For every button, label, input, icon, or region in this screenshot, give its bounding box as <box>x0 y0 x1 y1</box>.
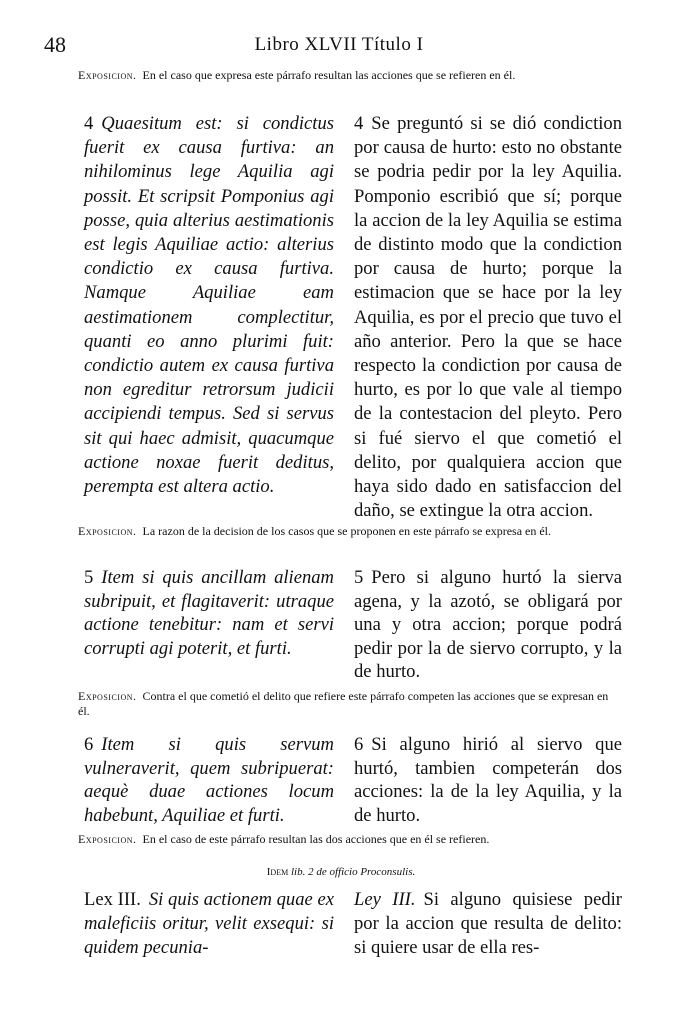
spanish-column-sec4 <box>354 112 622 523</box>
exposicion-label: Exposicion. <box>78 689 137 703</box>
spanish-text: Si alguno quisiese pedir por la accion que resulta de delito: si quiere usar de ella res- <box>354 889 622 959</box>
source-work: lib. 2 de officio Proconsulis. <box>290 866 416 878</box>
spanish-text: Pero si alguno hurtó la sierva agena, y la azotó, se obligará por una y otra accion; porque podrá pedir por la de siervo corrupto, y la de hurto. <box>354 567 622 682</box>
spanish-text: Se preguntó si se dió condiction por causa de hurto: esto no obstante se podria pedir por la ley Aquilia. Pomponio escribió que sí; porque la accion de la ley Aquilia se estima de distinto modo que la condiction por causa de hurto; porque la estimacion que se hace por la ley Aquilia, es por el precio que tuvo el año anterior. Pero la que se hace respecto la condiction por causa de hurto, es por lo que vale al tiempo de la contestacion del pleyto. Pero si fué siervo el que cometió el delito, por qualquiera accion que haya sido dado en satisfaccion del daño, se extingue la otra accion. <box>354 113 622 522</box>
latin-text: Si quis actionem quae ex maleficiis oritur, velit exsequi: si quidem pecunia- <box>84 889 335 959</box>
section-number: 4 <box>84 113 94 134</box>
exposicion-label: Exposicion. <box>78 68 137 82</box>
spanish-column-sec5 <box>354 566 622 684</box>
spanish-column-lex3 <box>354 888 622 961</box>
page-number: 48 <box>44 32 66 57</box>
exposicion-note <box>78 68 618 83</box>
source-author: Idem <box>266 866 289 878</box>
exposicion-label: Exposicion. <box>78 524 137 538</box>
exposicion-text: En el caso de este párrafo resultan las dos acciones que en él se refieren. <box>142 832 490 846</box>
spanish-column-sec6 <box>354 733 622 827</box>
latin-column-lex3 <box>84 888 334 961</box>
section-number: 5 <box>84 567 94 588</box>
exposicion-text: Contra el que cometió el delito que refiere este párrafo competen las acciones que se expresan en él. <box>78 689 609 718</box>
section-number: 6 <box>84 734 94 755</box>
exposicion-text: La razon de la decision de los casos que se proponen en este párrafo se expresa en él. <box>142 524 552 538</box>
source-citation <box>0 866 682 878</box>
running-title: Libro XLVII Título I <box>254 34 424 55</box>
exposicion-label: Exposicion. <box>78 832 137 846</box>
law-label: Lex III. <box>84 889 141 910</box>
exposicion-note <box>78 689 618 719</box>
latin-column-sec4 <box>84 112 334 499</box>
exposicion-note <box>78 832 618 847</box>
section-number: 4 <box>354 113 364 134</box>
latin-text: Item si quis servum vulneraverit, quem subripuerat: aequè duae actiones locum habebunt, Aquiliae et furti. <box>84 734 334 826</box>
latin-text: Item si quis ancillam alienam subripuit, et flagitaverit: utraque actione tenebitur: nam et servi corrupti agi poterit, et furti. <box>84 567 334 659</box>
latin-column-sec6 <box>84 733 334 827</box>
exposicion-note <box>78 524 618 539</box>
section-number: 5 <box>354 567 364 588</box>
spanish-text: Si alguno hirió al siervo que hurtó, tambien competerán dos acciones: la de la ley Aquilia, y la de hurto. <box>354 734 622 826</box>
exposicion-text: En el caso que expresa este párrafo resultan las acciones que se refieren en él. <box>142 68 516 82</box>
law-label: Ley III. <box>354 889 416 910</box>
section-number: 6 <box>354 734 364 755</box>
latin-column-sec5 <box>84 566 334 660</box>
latin-text: Quaesitum est: si condictus fuerit ex causa furtiva: an nihilominus lege Aquilia agi possit. Et scripsit Pomponius agi posse, quia alterius aestimationis est legis Aquiliae actio: alterius condictio ex causa furtiva. Namque Aquiliae eam aestimationem complectitur, quanti eo anno plurimi fuit: condictio autem ex causa furtiva non egreditur retrorsum judicii accipiendi tempus. Sed si servus sit qui haec admisit, quacumque actione noxae fuerit deditus, perempta est altera actio. <box>84 113 334 498</box>
page-header <box>44 32 634 58</box>
